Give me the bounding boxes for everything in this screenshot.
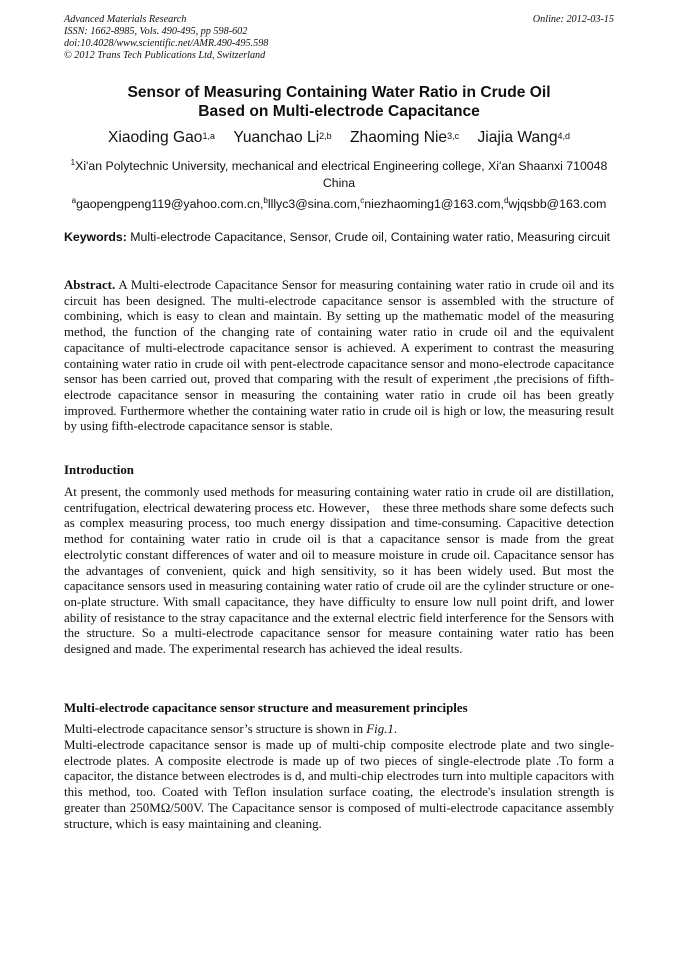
author-name: Yuanchao Li: [233, 129, 320, 146]
email-address[interactable]: wjqsbb@163.com: [508, 197, 607, 212]
author: [477, 127, 570, 149]
keywords: [64, 229, 614, 245]
email-address[interactable]: niezhaoming1@163.com,: [364, 197, 504, 212]
author: [233, 127, 331, 149]
keywords-label: Keywords:: [64, 230, 127, 244]
affiliation-mark: 1: [70, 158, 76, 167]
journal-header: [64, 14, 268, 62]
doi-line: doi:10.4028/www.scientific.net/AMR.490-495.598: [64, 38, 269, 49]
section-heading: Multi-electrode capacitance sensor structure and measurement principles: [64, 701, 468, 715]
author-name: Zhaoming Nie: [350, 129, 448, 146]
author-affiliation-mark: 1,a: [202, 131, 215, 141]
email-mark: a: [71, 196, 77, 205]
online-date: Online: 2012-03-15: [532, 14, 614, 25]
introduction-text: At present, the commonly used methods for measuring containing water ratio in crude oil are distillation, centrifugation, electrical dewatering process etc. However， these three methods share some defects such as complex measuring process, too much energy dissipation and time-consuming. Capacitive detection method for containing water ratio in crude oil is that a capacitance sensor is made from the great electrolytic constant differences of water and oil to measure moisture in crude oil. Capacitance sensor has the advantages of convenient, quick and high sensitivity, so it has been widely used. But most the capacitance sensors used in measuring containing water ratio of crude oil are the cylinder structure or one-on-plate structure. With small capacitance, they have difficulty to ensure low null point drift, and lower ability of resistance to the stray capacitance and the external electric field interference for the Sensors with the structure. So a multi-electrode capacitance sensor for measure containing water ratio has been designed and made. The experimental research has achieved the ideal results.: [64, 485, 614, 657]
author-name: Jiajia Wang: [477, 129, 558, 146]
author: [108, 127, 215, 149]
title-line-2: Based on Multi-electrode Capacitance: [198, 103, 480, 120]
author-affiliation-mark: 4,d: [557, 131, 571, 141]
journal-name: Advanced Materials Research: [64, 14, 187, 25]
email-mark: d: [503, 196, 509, 205]
email-mark: b: [263, 196, 268, 205]
paper-title: [64, 83, 614, 121]
figure-reference[interactable]: Fig.1: [366, 722, 394, 736]
abstract: [64, 278, 614, 435]
author-list: [64, 127, 614, 149]
email-address[interactable]: lllyc3@sina.com,: [267, 197, 361, 212]
introduction-heading: Introduction: [64, 463, 134, 477]
author-name: Xiaoding Gao: [107, 129, 203, 146]
author-affiliation-mark: 3,c: [447, 131, 460, 141]
issn-line: ISSN: 1662-8985, Vols. 490-495, pp 598-602: [64, 26, 248, 37]
author-affiliation-mark: 2,b: [319, 131, 332, 141]
abstract-text: A Multi-electrode Capacitance Sensor for measuring containing water ratio in crude oil and its circuit has been designed. The multi-electrode capacitance sensor is assembled with the structure of combining, which is easy to clean and maintain. By setting up the mathematic model of the measuring method, the function of the changing rate of containing water ratio in crude oil and the equivalent capacitance of multi-electrode capacitance sensor is achieved. A experiment to contrast the measuring containing water ratio in crude oil with pent-electrode capacitance sensor and mono-electrode capacitance sensor has been carried out, proved that comparing with the result of experiment ,the precisions of fifth-electrode capacitance sensor in measuring the containing water ratio in crude oil has been greatly improved. Furthermore whether the containing water ratio in crude oil is high or low, the measuring result by using fifth-electrode capacitance sensor is stable.: [64, 278, 615, 434]
copyright-line: © 2012 Trans Tech Publications Ltd, Switzerland: [64, 50, 266, 61]
email-list: [64, 192, 614, 213]
section-intro-line: [64, 722, 614, 738]
keywords-text: Multi-electrode Capacitance, Sensor, Crude oil, Containing water ratio, Measuring circuit: [130, 230, 611, 244]
section-paragraph: Multi-electrode capacitance sensor is made up of multi-chip composite electrode plate and two single-electrode plates. A composite electrode is made up of two pieces of single-electrode plate .To form a capacitor, the distance between electrodes is d, and multi-chip electrodes turn into multiple capacitors with this method, too. Coated with Teflon insulation surface coating, the electrode's insulation strength is greater than 250MΩ/500V. The Capacitance sensor is composed of multi-electrode capacitance assembly structure, which is easy maintaining and cleaning.: [64, 738, 615, 831]
affiliation-text: Xi'an Polytechnic University, mechanical and electrical Engineering college, Xi'an Shaanxi 710048 China: [75, 159, 608, 191]
section-intro-end: .: [393, 722, 398, 736]
title-line-1: Sensor of Measuring Containing Water Ratio in Crude Oil: [127, 84, 551, 101]
abstract-label: Abstract.: [64, 278, 116, 292]
author: [350, 127, 459, 149]
email-address[interactable]: gaopengpeng119@yahoo.com.cn,: [76, 197, 264, 212]
section-intro-text: Multi-electrode capacitance sensor’s structure is shown in: [64, 722, 367, 736]
affiliation: [64, 154, 614, 192]
email-mark: c: [360, 196, 365, 205]
